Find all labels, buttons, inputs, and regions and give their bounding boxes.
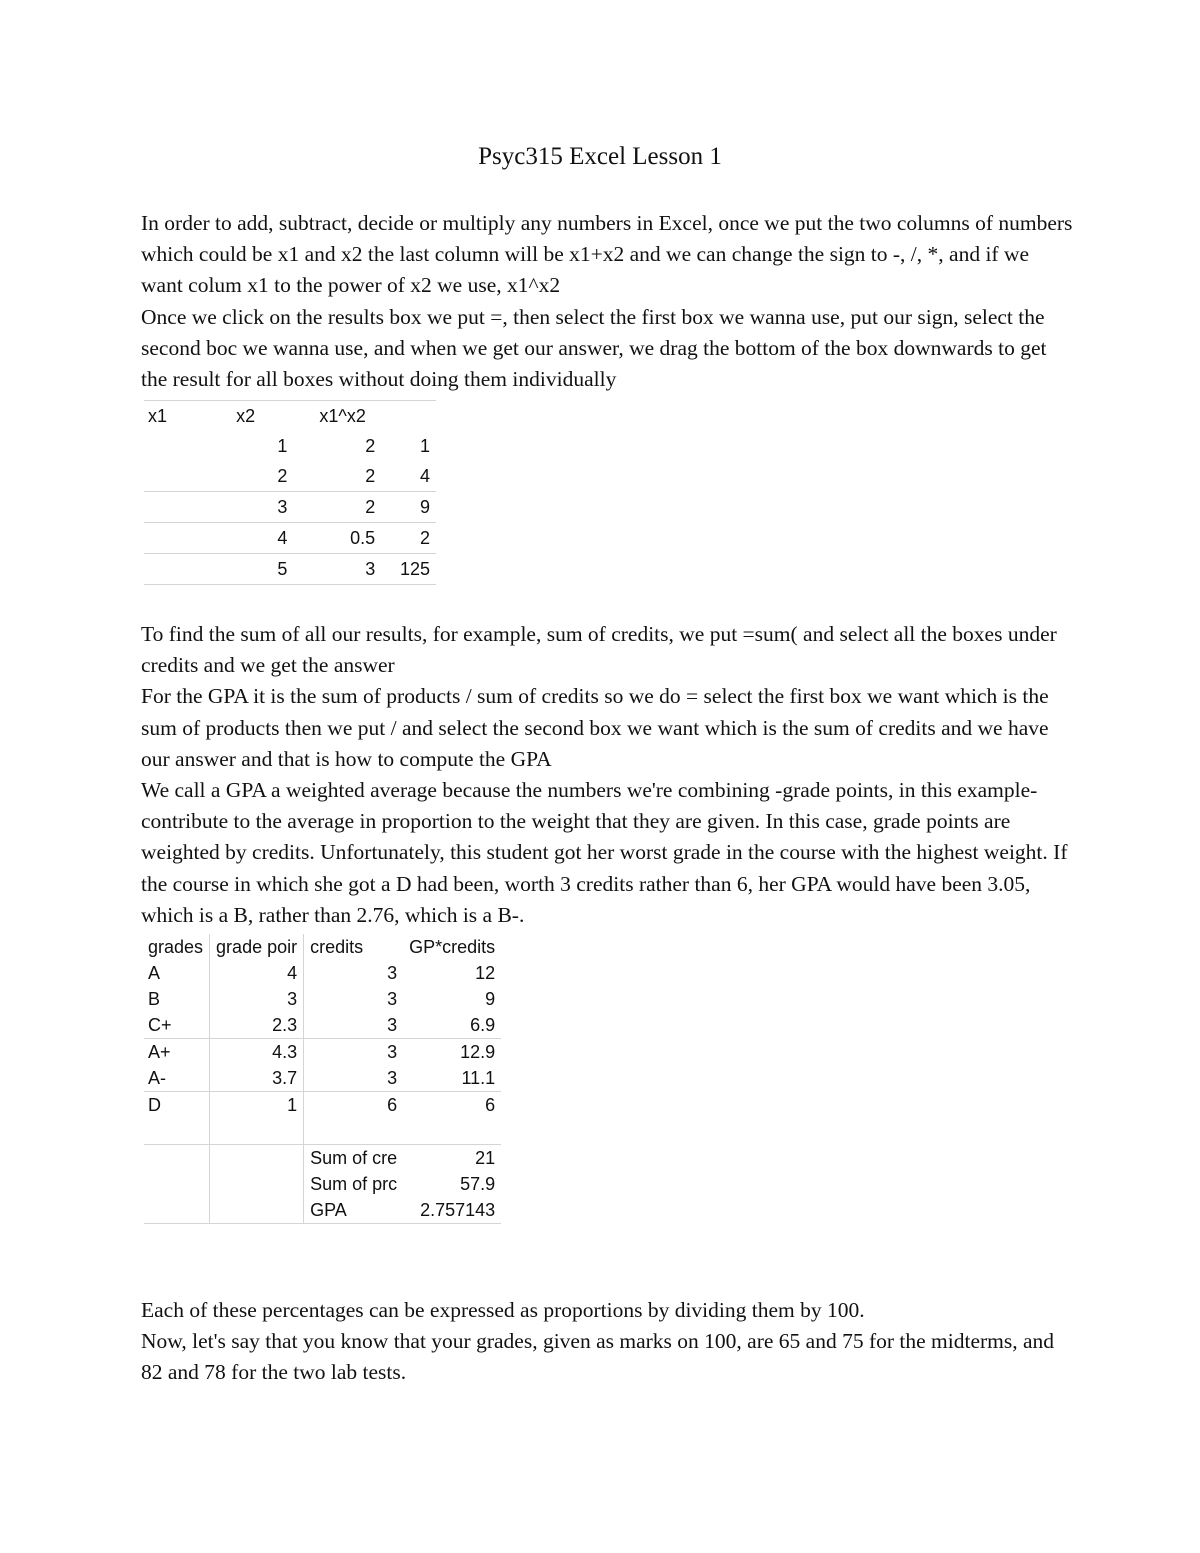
table-cell: 3: [387, 1067, 398, 1088]
table-cell: 12: [475, 962, 496, 983]
table-cell: 2.3: [210, 1012, 304, 1039]
table-cell: 4: [210, 960, 304, 986]
table-cell: A: [144, 960, 210, 986]
table-cell: 4: [419, 465, 430, 486]
table-cell: 3: [210, 986, 304, 1012]
intro-paragraph-1: In order to add, subtract, decide or multiply any numbers in Excel, once we put the two columns of numbers which could be x1 and x2 the last column will be x1+x2 and we can change the sign to -, /, *, and if we want colum x1 to the power of x2 we use, x1^x2: [141, 211, 1073, 298]
header-cell: GP*credits: [409, 936, 496, 957]
table-cell: 1: [419, 435, 430, 456]
table-row: [144, 1039, 501, 1066]
summary-row: [144, 1197, 501, 1224]
table-cell: 3: [304, 1039, 404, 1066]
table-cell: 2: [293, 492, 381, 523]
table-row: [144, 461, 436, 492]
closing-paragraph-1: Each of these percentages can be expressed as proportions by dividing them by 100.: [141, 1298, 865, 1322]
gpa-table: [144, 934, 501, 1224]
gpa-section: [141, 619, 1076, 931]
page-title: Psyc315 Excel Lesson 1: [478, 143, 722, 170]
header-cell: grade poir: [210, 934, 304, 960]
summary-label: Sum of prc: [310, 1173, 398, 1194]
intro-paragraph-2: Once we click on the results box we put =, then select the first box we wanna use, put our sign, select the second boc we wanna use, and when we get our answer, we drag the bottom of the box downwards to get the result for all boxes without doing them individually: [141, 304, 1047, 392]
table-cell: A+: [144, 1039, 210, 1066]
table-cell: 2: [365, 465, 376, 486]
header-cell: x2: [190, 401, 293, 432]
table-cell: 3.7: [210, 1065, 304, 1092]
gpa-paragraph-2: For the GPA it is the sum of products / sum of credits so we do = select the first box we want which is the sum of products then we put / and select the second box we want which is the sum of credits and we have our answer and that is how to compute the GPA: [141, 684, 1049, 771]
table-cell: 12.9: [403, 1039, 501, 1066]
table-header-row: [144, 934, 501, 960]
table-row: [144, 554, 436, 585]
table-cell: 3: [387, 988, 398, 1009]
table-cell: 3: [293, 554, 381, 585]
table-row: [144, 1092, 501, 1119]
table-row: [144, 1118, 501, 1145]
closing-paragraph-2: Now, let's say that you know that your grades, given as marks on 100, are 65 and 75 for the midterms, and 82 and 78 for the two lab tests.: [141, 1329, 1055, 1385]
table-cell: 3: [387, 962, 398, 983]
header-cell: [381, 401, 436, 432]
summary-row: [144, 1171, 501, 1197]
table-cell: D: [144, 1092, 210, 1119]
table-row: [144, 986, 501, 1012]
table-cell: 1: [277, 435, 288, 456]
table-cell: 6.9: [470, 1014, 496, 1035]
table-cell: 2: [277, 465, 288, 486]
table-cell: 4: [190, 523, 293, 554]
table-row: [144, 523, 436, 554]
header-cell: grades: [144, 934, 210, 960]
gpa-paragraph-3: We call a GPA a weighted average because the numbers we're combining -grade points, in this example-contribute to the average in proportion to the weight that they are given. In this case, grade points are weighted by credits. Unfortunately, this student got her worst grade in the course with the highest weight. If the course in which she got a D had been, worth 3 credits rather than 6, her GPA would have been 3.05, which is a B, rather than 2.76, which is a B-.: [141, 778, 1068, 927]
table-cell: 9: [381, 492, 436, 523]
table-cell: 6: [304, 1092, 404, 1119]
summary-row: [144, 1145, 501, 1172]
table-row: [144, 1012, 501, 1039]
table-row: [144, 960, 501, 986]
table-cell: A-: [144, 1065, 210, 1092]
summary-value: 21: [403, 1145, 501, 1172]
power-table: [144, 400, 436, 585]
table-cell: 125: [381, 554, 436, 585]
table-cell: B: [144, 986, 210, 1012]
header-cell: x1: [144, 401, 190, 432]
summary-label: GPA: [304, 1197, 404, 1224]
table-cell: 3: [387, 1014, 398, 1035]
table-cell: C+: [144, 1012, 210, 1039]
table-row: [144, 492, 436, 523]
summary-value: 2.757143: [403, 1197, 501, 1224]
table-cell: 9: [485, 988, 496, 1009]
table-header-row: [144, 401, 436, 432]
gpa-paragraph-1: To find the sum of all our results, for example, sum of credits, we put =sum( and select all the boxes under credits and we get the answer: [141, 622, 1057, 678]
table-cell: 4.3: [210, 1039, 304, 1066]
table-cell: 5: [190, 554, 293, 585]
table-cell: 11.1: [461, 1067, 496, 1088]
closing-section: [141, 1295, 1076, 1389]
table-row: [144, 431, 436, 461]
table-cell: 1: [210, 1092, 304, 1119]
table-cell: 2: [381, 523, 436, 554]
table-cell: 6: [403, 1092, 501, 1119]
table-cell: 0.5: [293, 523, 381, 554]
summary-label: Sum of cre: [304, 1145, 404, 1172]
table-cell: 2: [365, 435, 376, 456]
header-cell: credits: [310, 936, 364, 957]
table-cell: 3: [190, 492, 293, 523]
table-row: [144, 1065, 501, 1092]
summary-value: 57.9: [460, 1173, 496, 1194]
header-cell: x1^x2: [293, 401, 381, 432]
intro-section: [141, 208, 1076, 395]
